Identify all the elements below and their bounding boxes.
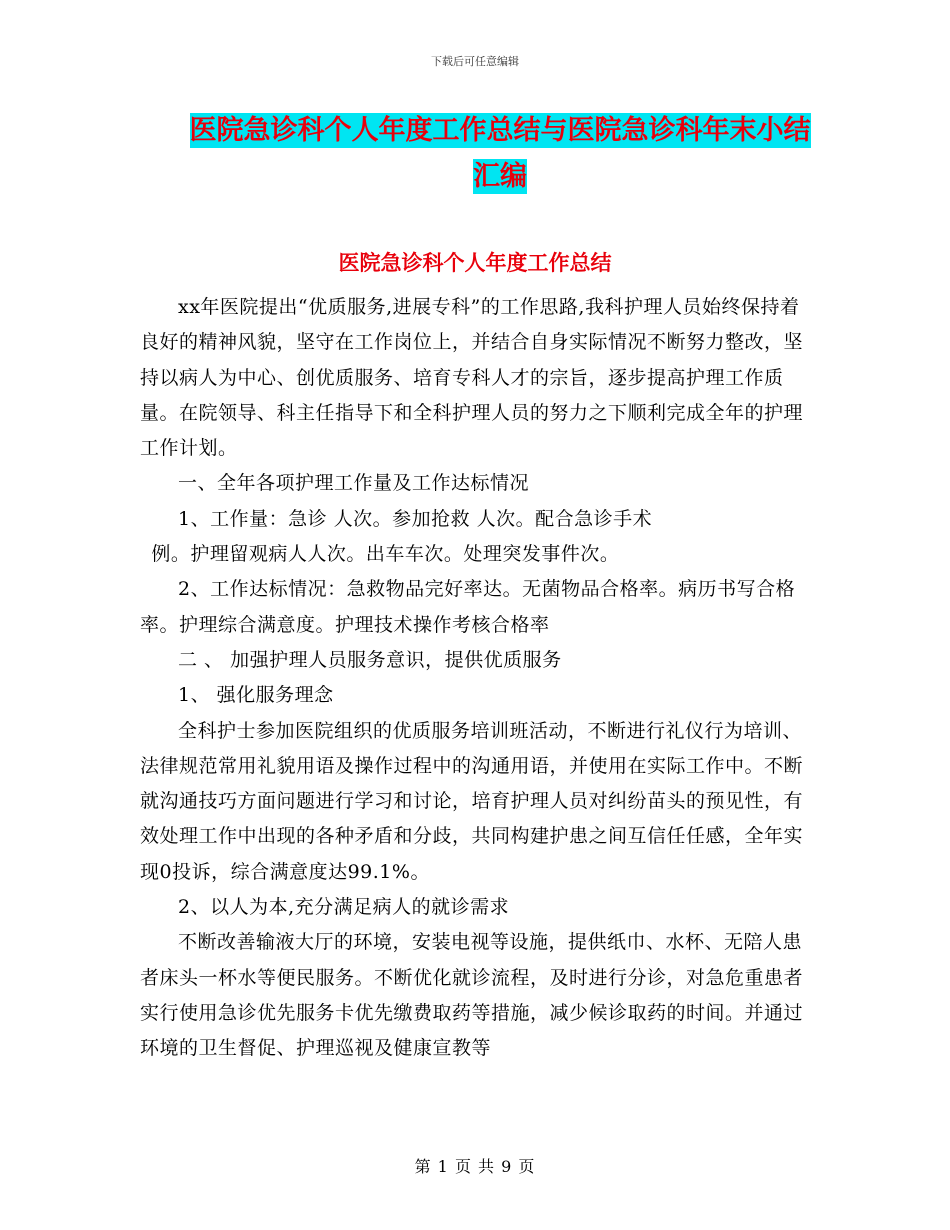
document-title (140, 108, 860, 200)
paragraph-workload-cont: 例。护理留观病人人次。出车车次。处理突发事件次。 (151, 543, 620, 566)
document-body (140, 290, 805, 1067)
heading-workload: 一、全年各项护理工作量及工作达标情况 (178, 472, 530, 495)
paragraph-service-training: 全科护士参加医院组织的优质服务培训班活动，不断进行礼仪行为培训、法律规范常用礼貌用语及操作过程中的沟通用语，并使用在实际工作中。不断就沟通技巧方面问题进行学习和讨论，培育护理人员对纠纷苗头的预见性，有效处理工作中出现的各种矛盾和分歧，共同构建护患之间互信任任感，全年实现0投诉，综合满意度达99.1%。 (140, 719, 804, 883)
document-title-line1: 医院急诊科个人年度工作总结与医院急诊科年末小结 (189, 115, 811, 146)
page-header-note: 下载后可任意编辑 (431, 55, 519, 68)
heading-service: 二 、 加强护理人员服务意识，提供优质服务 (178, 648, 562, 671)
section-title: 医院急诊科个人年度工作总结 (338, 251, 612, 275)
document-title-line2: 汇编 (473, 161, 527, 192)
paragraph-workload: 1、工作量：急诊 人次。参加抢救 人次。配合急诊手术 (178, 507, 653, 530)
subheading-service-concept: 1、 强化服务理念 (178, 684, 334, 707)
paragraph-intro: xx年医院提出“优质服务,进展专科”的工作思路,我科护理人员始终保持着良好的精神风貌，坚守在工作岗位上，并结合自身实际情况不断努力整改，坚持以病人为中心、创优质服务、培育专科人才的宗旨，逐步提高护理工作质量。在院领导、科主任指导下和全科护理人员的努力之下顺利完成全年的护理工作计划。 (140, 296, 804, 460)
subheading-patient-needs: 2、以人为本,充分满足病人的就诊需求 (178, 896, 510, 919)
paragraph-standards: 2、工作达标情况：急救物品完好率达。无菌物品合格率。病历书写合格率。护理综合满意度。护理技术操作考核合格率 (140, 578, 796, 636)
paragraph-patient-needs: 不断改善输液大厅的环境，安装电视等设施，提供纸巾、水杯、无陪人患者床头一杯水等便民服务。不断优化就诊流程，及时进行分诊，对急危重患者实行使用急诊优先服务卡优先缴费取药等措施，减少候诊取药的时间。并通过环境的卫生督促、护理巡视及健康宣教等 (140, 931, 804, 1060)
page-footer: 第 1 页 共 9 页 (414, 1157, 536, 1176)
